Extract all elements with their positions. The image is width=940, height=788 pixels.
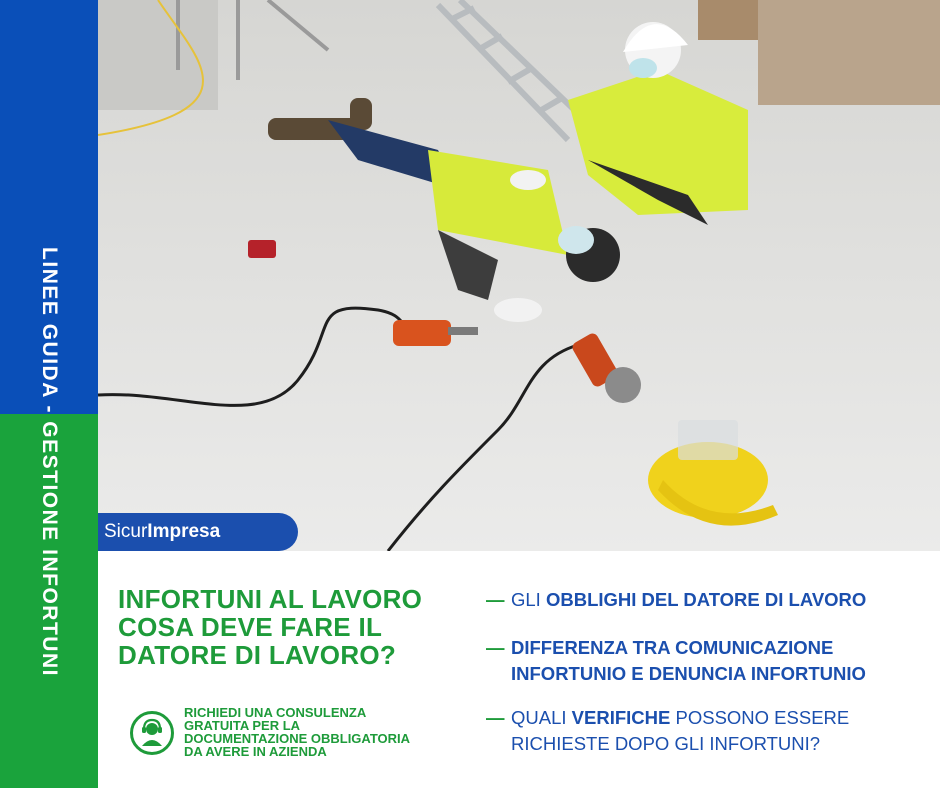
topic-text xyxy=(511,705,936,757)
brand-part-2: Impresa xyxy=(147,521,221,542)
side-band xyxy=(0,0,98,788)
topic-text xyxy=(511,635,936,687)
topic-bold: OBBLIGHI DEL DATORE DI LAVORO xyxy=(545,589,867,610)
consult-line-4: DA AVERE IN AZIENDA xyxy=(184,744,327,759)
accident-scene-illustration xyxy=(98,0,940,551)
headset-operator-glyph xyxy=(133,714,171,752)
headline-line-2: COSA DEVE FARE IL xyxy=(118,612,383,642)
consult-line-2: GRATUITA PER LA xyxy=(184,718,301,733)
headline-line-3: DATORE DI LAVORO? xyxy=(118,640,397,670)
headset-operator-icon xyxy=(130,711,174,755)
topic-bold: DIFFERENZA TRA COMUNICAZIONE INFORTUNIO E DENUNCIA INFORTUNIO xyxy=(511,637,866,684)
bullet-dash: — xyxy=(486,589,505,610)
bullet-dash: — xyxy=(486,637,505,658)
consult-cta xyxy=(184,706,484,758)
accident-scene-photo xyxy=(98,0,940,551)
side-band-label: LINEE GUIDA - GESTIONE INFORTUNI xyxy=(38,247,61,677)
topic-post: POSSONO ESSERE RICHIESTE DOPO GLI INFORTUNI? xyxy=(511,707,850,754)
topic-pre: QUALI xyxy=(511,707,572,728)
consult-line-3: DOCUMENTAZIONE OBBLIGATORIA xyxy=(184,731,411,746)
topic-bold: VERIFICHE xyxy=(571,707,671,728)
brand-logo xyxy=(98,513,298,551)
headline-line-1: INFORTUNI AL LAVORO xyxy=(118,584,423,614)
topic-pre: GLI xyxy=(511,589,546,610)
topic-text xyxy=(511,587,936,613)
bullet-dash: — xyxy=(486,707,505,728)
brand-part-1: Sicur xyxy=(104,521,148,542)
consult-line-1: RICHIEDI UNA CONSULENZA xyxy=(184,705,367,720)
headline xyxy=(118,585,488,669)
